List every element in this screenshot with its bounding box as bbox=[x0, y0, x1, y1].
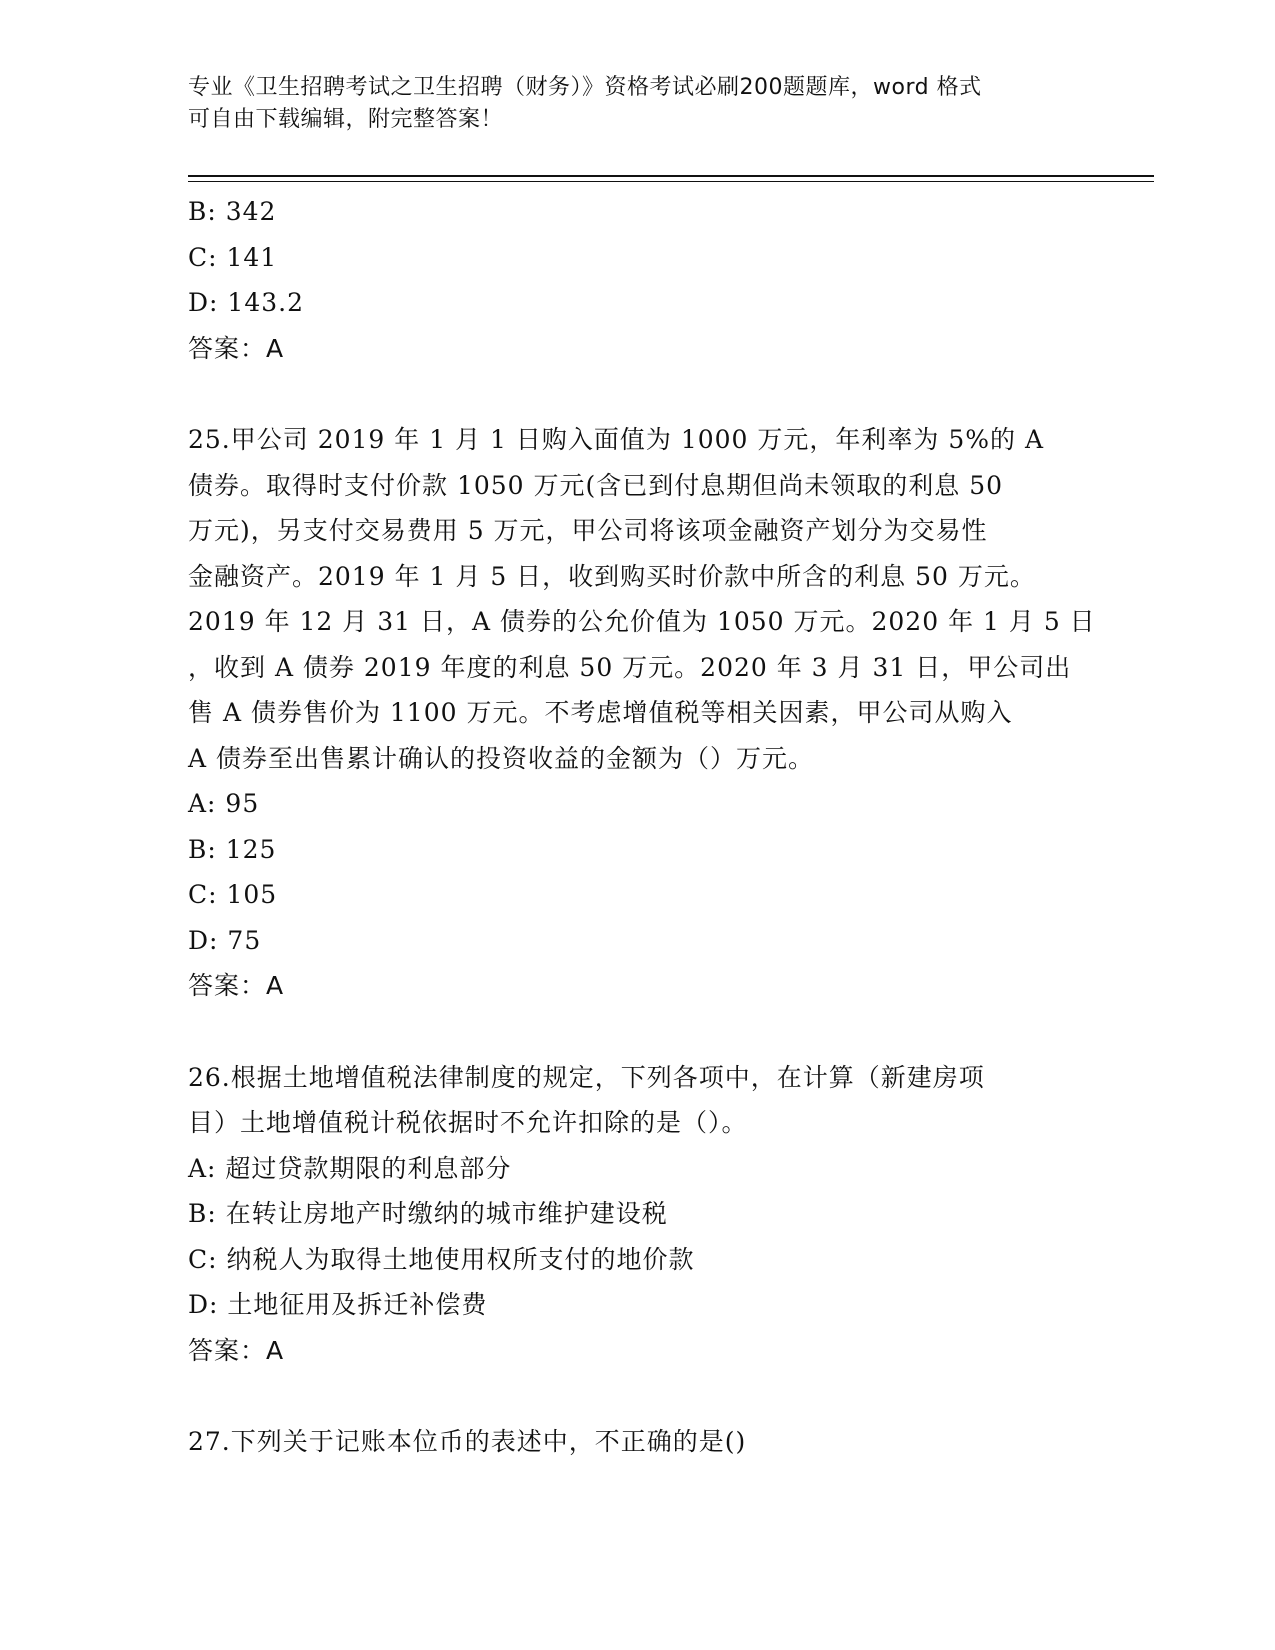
header-line-2: 可自由下载编辑，附完整答案！ bbox=[188, 107, 504, 132]
question-27 bbox=[188, 1419, 1088, 1465]
question-24-tail bbox=[188, 189, 1088, 371]
answer-line: 答案：A bbox=[188, 1335, 285, 1365]
question-text-line: 26.根据土地增值税法律制度的规定，下列各项中，在计算（新建房项 bbox=[188, 1062, 985, 1092]
option-d: D: 143.2 bbox=[188, 288, 304, 317]
option-b: B: 342 bbox=[188, 197, 277, 226]
question-text-line: 27.下列关于记账本位币的表述中，不正确的是() bbox=[188, 1427, 747, 1456]
question-text-line: 25.甲公司 2019 年 1 月 1 日购入面值为 1000 万元，年利率为 5%的 A bbox=[188, 425, 1045, 454]
question-text-line: 万元)，另支付交易费用 5 万元，甲公司将该项金融资产划分为交易性 bbox=[188, 516, 988, 545]
option-d: D: 75 bbox=[188, 925, 262, 955]
option-a: A: 95 bbox=[188, 789, 260, 818]
option-b: B: 在转让房地产时缴纳的城市维护建设税 bbox=[188, 1199, 668, 1228]
header-divider-thick bbox=[188, 175, 1154, 177]
header-line-1: 专业《卫生招聘考试之卫生招聘（财务）》资格考试必刷200题题库，word 格式 bbox=[188, 75, 982, 100]
answer-line: 答案：A bbox=[188, 971, 285, 1000]
document-body bbox=[188, 189, 1096, 1465]
option-c: C: 105 bbox=[188, 880, 278, 909]
question-25 bbox=[188, 417, 1096, 1009]
option-b: B: 125 bbox=[188, 834, 277, 864]
question-text-line: ，收到 A 债券 2019 年度的利息 50 万元。2020 年 3 月 31 日，甲公司出 bbox=[188, 652, 1072, 682]
question-text-line: 目）土地增值税计税依据时不允许扣除的是（）。 bbox=[188, 1108, 748, 1137]
option-c: C: 141 bbox=[188, 242, 278, 272]
option-c: C: 纳税人为取得土地使用权所支付的地价款 bbox=[188, 1244, 695, 1274]
option-d: D: 土地征用及拆迁补偿费 bbox=[188, 1290, 488, 1319]
spacer bbox=[188, 1373, 1088, 1419]
option-a: A: 超过贷款期限的利息部分 bbox=[188, 1153, 512, 1183]
question-text-line: 债券。取得时支付价款 1050 万元(含已到付息期但尚未领取的利息 50 bbox=[188, 470, 1004, 500]
header-divider-thin bbox=[188, 181, 1154, 182]
question-text-line: 售 A 债券售价为 1100 万元。不考虑增值税等相关因素，甲公司从购入 bbox=[188, 698, 1013, 727]
question-text-line: 金融资产。2019 年 1 月 5 日，收到购买时价款中所含的利息 50 万元。 bbox=[188, 561, 1036, 591]
spacer bbox=[188, 371, 1088, 417]
document-header bbox=[188, 72, 1068, 136]
question-text-line: A 债券至出售累计确认的投资收益的金额为（）万元。 bbox=[188, 743, 815, 773]
question-text-line: 2019 年 12 月 31 日，A 债券的公允价值为 1050 万元。2020 年 1 月 5 日 bbox=[188, 607, 1096, 636]
answer-line: 答案：A bbox=[188, 333, 285, 363]
spacer bbox=[188, 1009, 1088, 1055]
question-26 bbox=[188, 1055, 1088, 1374]
